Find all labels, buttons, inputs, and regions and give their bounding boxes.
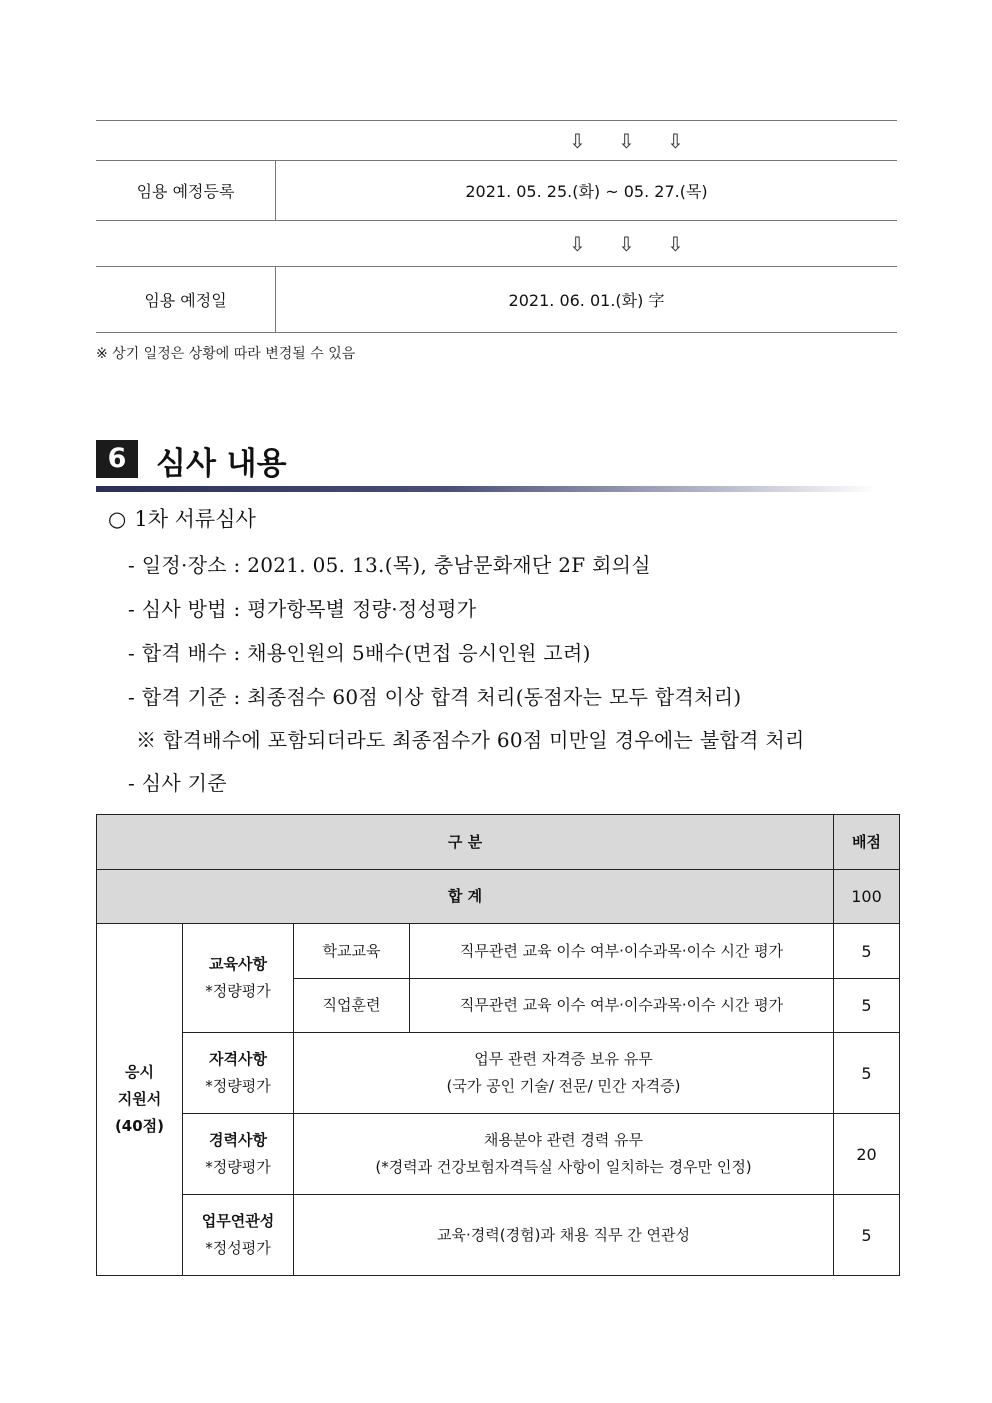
total-label: 합 계 [97,870,834,924]
schedule-table [96,120,897,333]
total-row [97,870,900,924]
education-score: 5 [834,924,900,979]
relevance-score: 5 [834,1195,900,1276]
table-row [97,1114,900,1195]
appointment-value: 2021. 06. 01.(화) 字 [276,267,898,333]
arrow-row [96,221,897,267]
criteria-header-row [97,815,900,870]
table-row [97,924,900,979]
education-label: 교육사항 *정량평가 [183,924,294,1033]
registration-label: 임용 예정등록 [96,161,276,221]
training-score: 5 [834,979,900,1033]
relevance-desc: 교육·경력(경험)과 채용 직무 간 연관성 [294,1195,834,1276]
screening-schedule: - 일정·장소 : 2021. 05. 13.(목), 충남문화재단 2F 회의실 [128,553,651,577]
section-number: 6 [96,440,138,478]
career-score: 20 [834,1114,900,1195]
down-arrow-icon: ⇩ [618,128,635,153]
screening-title [108,503,256,533]
education-desc: 직무관련 교육 이수 여부·이수과목·이수 시간 평가 [410,924,834,979]
down-arrow-icon: ⇩ [569,231,586,256]
training-type: 직업훈련 [294,979,410,1033]
arrow-row [96,121,897,161]
down-arrow-icon: ⇩ [569,128,586,153]
down-arrow-icon: ⇩ [667,128,684,153]
header-score: 배점 [834,815,900,870]
criteria-table [96,814,900,1276]
section-divider [96,486,876,492]
screening-multiple: - 합격 배수 : 채용인원의 5배수(면접 응시인원 고려) [128,641,591,665]
table-row [97,1195,900,1276]
screening-standard: - 심사 기준 [128,771,227,795]
screening-method: - 심사 방법 : 평가항목별 정량·정성평가 [128,597,477,621]
registration-value: 2021. 05. 25.(화) ~ 05. 27.(목) [276,161,898,221]
header-category: 구 분 [97,815,834,870]
group-label: 응시 지원서 (40점) [97,924,183,1276]
appointment-label: 임용 예정일 [96,267,276,333]
appointment-row [96,267,897,333]
table-row [97,1033,900,1114]
screening-title-text: 1차 서류심사 [134,507,256,531]
career-desc: 채용분야 관련 경력 유무 (*경력과 건강보험자격득실 사항이 일치하는 경우만 인정) [294,1114,834,1195]
training-desc: 직무관련 교육 이수 여부·이수과목·이수 시간 평가 [410,979,834,1033]
down-arrow-icon: ⇩ [618,231,635,256]
education-type: 학교교육 [294,924,410,979]
career-label: 경력사항 *정량평가 [183,1114,294,1195]
screening-warning: ※ 합격배수에 포함되더라도 최종점수가 60점 미만일 경우에는 불합격 처리 [136,728,805,752]
circle-bullet-icon: ○ [108,507,127,531]
total-score: 100 [834,870,900,924]
license-label: 자격사항 *정량평가 [183,1033,294,1114]
schedule-note: ※ 상기 일정은 상황에 따라 변경될 수 있음 [96,346,356,362]
screening-criteria: - 합격 기준 : 최종점수 60점 이상 합격 처리(동점자는 모두 합격처리) [128,685,742,709]
relevance-label: 업무연관성 *정성평가 [183,1195,294,1276]
registration-row [96,161,897,221]
license-desc: 업무 관련 자격증 보유 유무 (국가 공인 기술/ 전문/ 민간 자격증) [294,1033,834,1114]
down-arrow-icon: ⇩ [667,231,684,256]
section-title: 심사 내용 [156,446,287,482]
license-score: 5 [834,1033,900,1114]
